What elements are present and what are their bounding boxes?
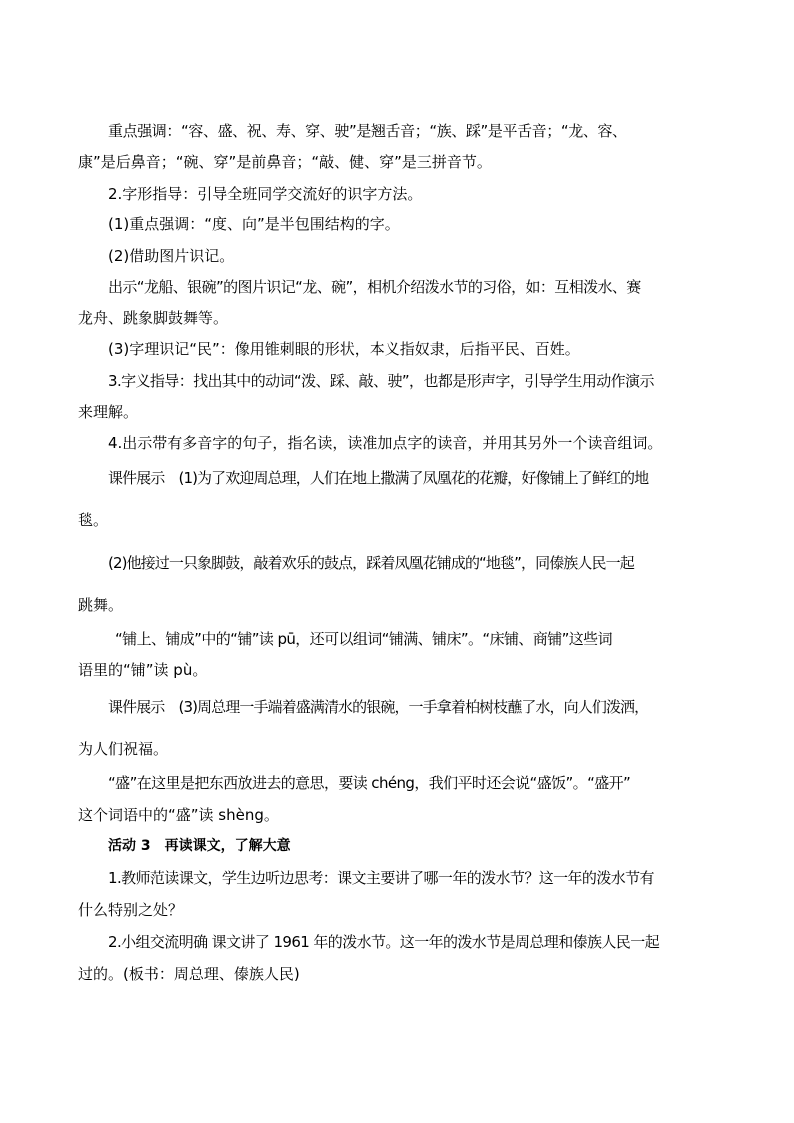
text-line-5: (2)借助图片识记。 <box>108 247 235 265</box>
text-line-20: “盛”在这里是把东西放进去的意思，要读 chéng，我们平时还会说“盛饭”。“盛开” <box>108 774 631 792</box>
text-line-14: (2)他接过一只象脚鼓，敲着欢乐的鼓点，踩着凤凰花铺成的“地毯”，同傣族人民一起 <box>108 554 634 572</box>
text-line-7: 龙舟、跳象脚鼓舞等。 <box>78 309 229 327</box>
text-line-2: 康”是后鼻音；“碗、穿”是前鼻音；“敲、健、穿”是三拼音节。 <box>78 153 492 171</box>
text-line-26: 过的。(板书：周总理、傣族人民) <box>78 965 300 983</box>
text-line-23: 1.教师范读课文，学生边听边思考：课文主要讲了哪一年的泼水节？这一年的泼水节有 <box>108 869 654 887</box>
courseware-display-1: 课件展示 (1)为了欢迎周总理，人们在地上撒满了凤凰花的花瓣，好像铺上了鲜红的地 <box>108 469 649 487</box>
text-line-1: 重点强调：“容、盛、祝、寿、穿、驶”是翘舌音；“族、踩”是平舌音；“龙、容、 <box>108 122 627 140</box>
text-line-15: 跳舞。 <box>78 596 124 614</box>
text-line-16: “铺上、铺成”中的“铺”读 pū，还可以组词“铺满、铺床”。“床铺、商铺”这些词 <box>115 630 612 648</box>
text-line-6: 出示“龙船、银碗”的图片识记“龙、碗”，相机介绍泼水节的习俗，如：互相泼水、赛 <box>108 278 641 296</box>
text-line-8: (3)字理识记“民”：像用锥刺眼的形状，本义指奴隶，后指平民、百姓。 <box>108 340 580 358</box>
courseware-display-2: 课件展示 (3)周总理一手端着盛满清水的银碗，一手拿着柏树枝蘸了水，向人们泼洒， <box>108 698 649 716</box>
text-line-21: 这个词语中的“盛”读 shèng。 <box>78 806 279 824</box>
text-line-10: 来理解。 <box>78 403 139 421</box>
activity-heading: 活动 3 再读课文，了解大意 <box>108 838 291 854</box>
text-line-17: 语里的“铺”读 pù。 <box>78 661 208 679</box>
text-line-24: 什么特别之处？ <box>78 901 184 919</box>
text-line-13: 毯。 <box>78 511 109 529</box>
text-line-19: 为人们祝福。 <box>78 740 169 758</box>
text-line-4: (1)重点强调：“度、向”是半包围结构的字。 <box>108 215 400 233</box>
text-line-11: 4.出示带有多音字的句子，指名读，读准加点字的读音，并用其另外一个读音组词。 <box>108 434 663 452</box>
text-line-3: 2.字形指导：引导全班同学交流好的识字方法。 <box>108 185 423 203</box>
text-line-25: 2.小组交流明确 课文讲了 1961 年的泼水节。这一年的泼水节是周总理和傣族人民一起 <box>108 933 659 951</box>
text-line-9: 3.字义指导：找出其中的动词“泼、踩、敲、驶”，也都是形声字，引导学生用动作演示 <box>108 372 654 390</box>
